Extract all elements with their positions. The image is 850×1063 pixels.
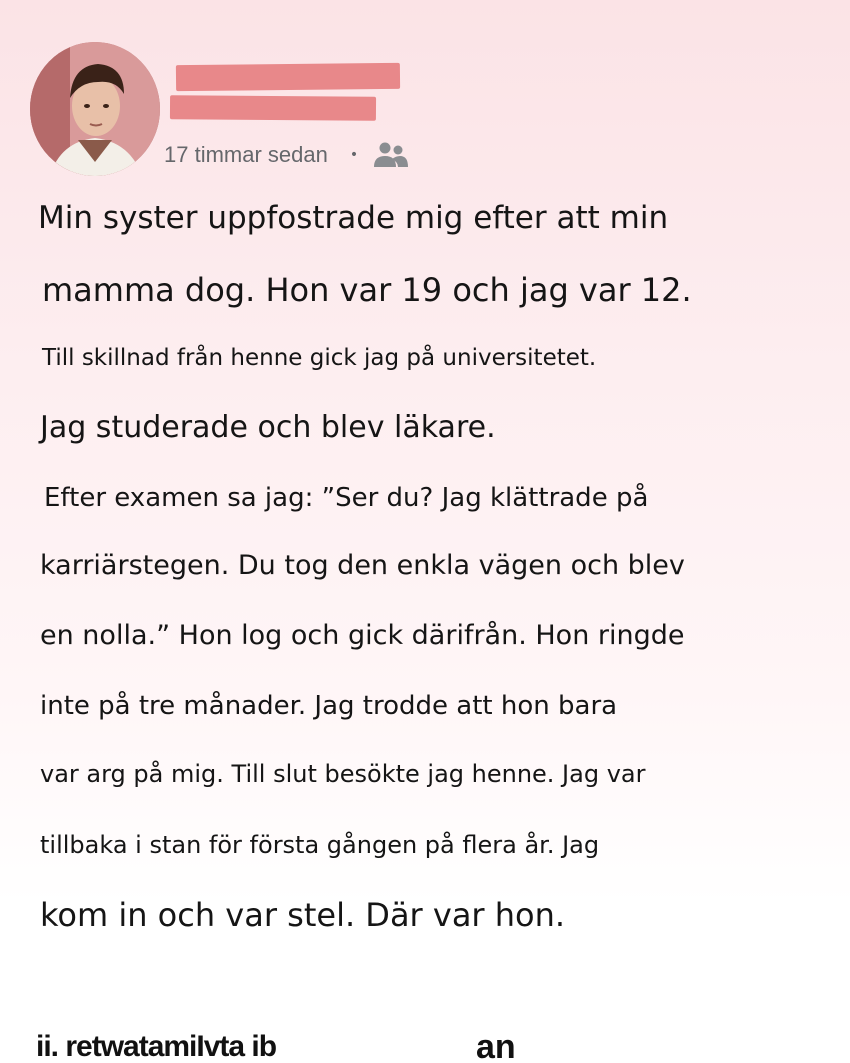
- post-text-line: tillbaka i stan för första gången på flera år. Jag: [40, 831, 600, 859]
- post-text-line: inte på tre månader. Jag trodde att hon bara: [40, 691, 618, 721]
- post-text-line: Min syster uppfostrade mig efter att min: [38, 200, 669, 236]
- post-header: [0, 0, 850, 190]
- friends-icon[interactable]: [372, 139, 410, 171]
- post-text-line: Till skillnad från henne gick jag på universitetet.: [42, 345, 597, 371]
- post-meta: [164, 140, 410, 170]
- post-text-line: en nolla.” Hon log och gick därifrån. Hon ringde: [40, 620, 685, 651]
- redacted-name-bar: [176, 63, 400, 91]
- avatar-portrait: [30, 42, 160, 176]
- post-text-line: karriärstegen. Du tog den enkla vägen och blev: [40, 550, 685, 581]
- avatar[interactable]: [30, 42, 160, 176]
- cropped-text-fragment: an: [476, 1028, 516, 1063]
- post-timestamp[interactable]: 17 timmar sedan: [164, 142, 328, 167]
- post-text-line: mamma dog. Hon var 19 och jag var 12.: [42, 271, 692, 309]
- post-text-line: kom in och var stel. Där var hon.: [40, 896, 566, 934]
- cropped-text-fragment: ii. retwatamiIvta ib: [36, 1030, 277, 1063]
- redacted-name-bar: [170, 95, 376, 120]
- post-text-line: Efter examen sa jag: ”Ser du? Jag klättrade på: [44, 483, 649, 513]
- post-text-line: var arg på mig. Till slut besökte jag henne. Jag var: [40, 760, 646, 788]
- post-text-line: Jag studerade och blev läkare.: [40, 410, 496, 445]
- meta-separator: •: [349, 147, 359, 163]
